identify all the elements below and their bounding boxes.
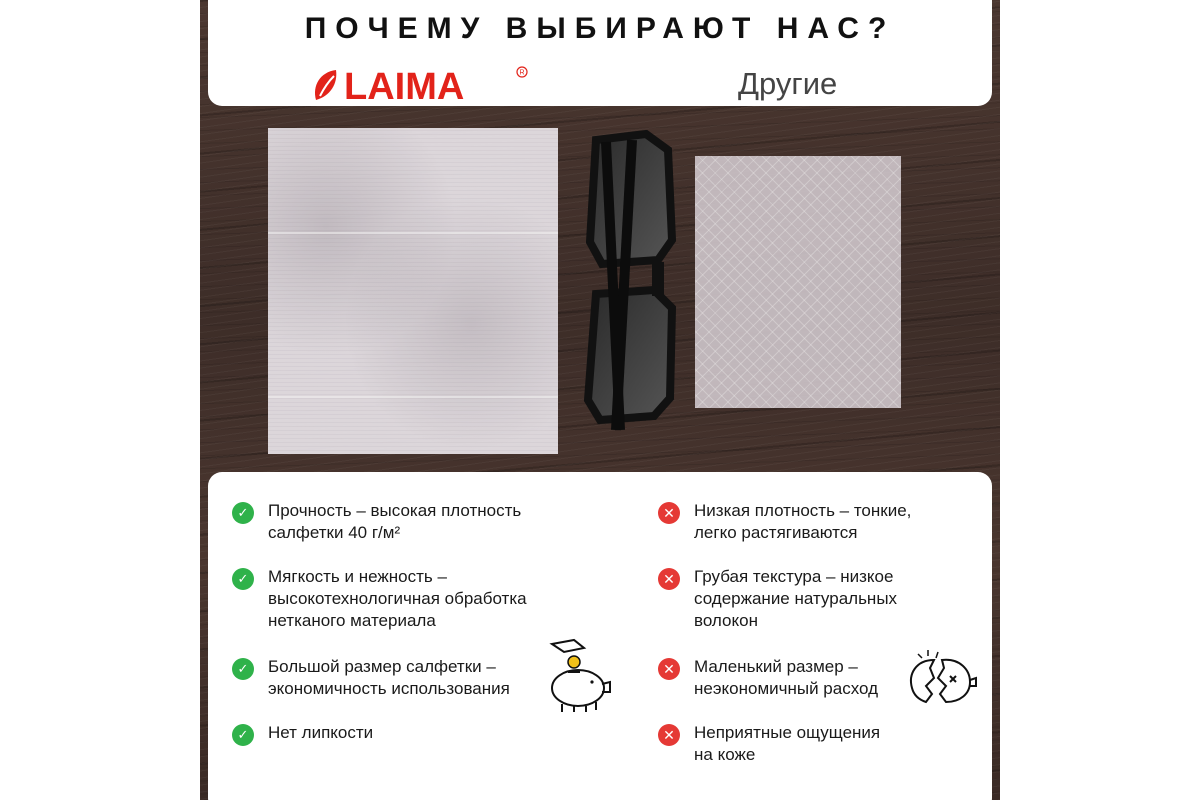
cross-icon: ✕ — [658, 502, 680, 524]
feature-line: неэкономичный расход — [694, 679, 879, 698]
feature-line: содержание натуральных — [694, 589, 898, 608]
feature-line: волокон — [694, 611, 758, 630]
other-feature-2 — [658, 566, 897, 632]
feature-line: на коже — [694, 745, 756, 764]
others-label: Другие — [738, 66, 838, 101]
feature-line: Грубая текстура – низкое — [694, 567, 894, 586]
feature-line: салфетки 40 г/м² — [268, 523, 401, 542]
feature-line: Нет липкости — [268, 723, 374, 742]
wood-background — [200, 0, 1000, 800]
page-title: ПОЧЕМУ ВЫБИРАЮТ НАС? — [304, 12, 896, 45]
feature-line: Низкая плотность – тонкие, — [694, 501, 912, 520]
check-icon: ✓ — [232, 568, 254, 590]
cross-icon: ✕ — [658, 724, 680, 746]
check-icon: ✓ — [232, 502, 254, 524]
broken-piggy-bank-icon — [904, 650, 978, 710]
cross-icon: ✕ — [658, 658, 680, 680]
check-icon: ✓ — [232, 658, 254, 680]
other-feature-4 — [658, 722, 880, 766]
feature-line: Маленький размер – — [694, 657, 858, 676]
feature-line: экономичность использования — [268, 679, 510, 698]
feature-line: Прочность – высокая плотность — [268, 501, 522, 520]
header-card — [208, 0, 992, 106]
other-feature-1 — [658, 500, 911, 544]
svg-text:R: R — [519, 69, 525, 77]
feature-line: Неприятные ощущения — [694, 723, 881, 742]
laima-feature-2 — [232, 566, 527, 632]
brand-logo-text: LAIMA — [344, 66, 465, 106]
feature-line: легко растягиваются — [694, 523, 858, 542]
cross-icon: ✕ — [658, 568, 680, 590]
laima-feature-3 — [232, 656, 510, 700]
other-wipe-image — [695, 156, 901, 408]
laima-wipe-image — [268, 128, 558, 454]
feature-line: нетканого материала — [268, 611, 436, 630]
laima-feature-1 — [232, 500, 521, 544]
check-icon: ✓ — [232, 724, 254, 746]
sunglasses-image — [576, 130, 682, 436]
comparison-card — [208, 472, 992, 800]
other-feature-3 — [658, 656, 878, 700]
feature-line: Большой размер салфетки – — [268, 657, 496, 676]
laima-logo — [310, 64, 530, 106]
feature-line: высокотехнологичная обработка — [268, 589, 527, 608]
laima-feature-4 — [232, 722, 373, 746]
feature-line: Мягкость и нежность – — [268, 567, 447, 586]
piggy-bank-coin-icon — [544, 636, 614, 716]
